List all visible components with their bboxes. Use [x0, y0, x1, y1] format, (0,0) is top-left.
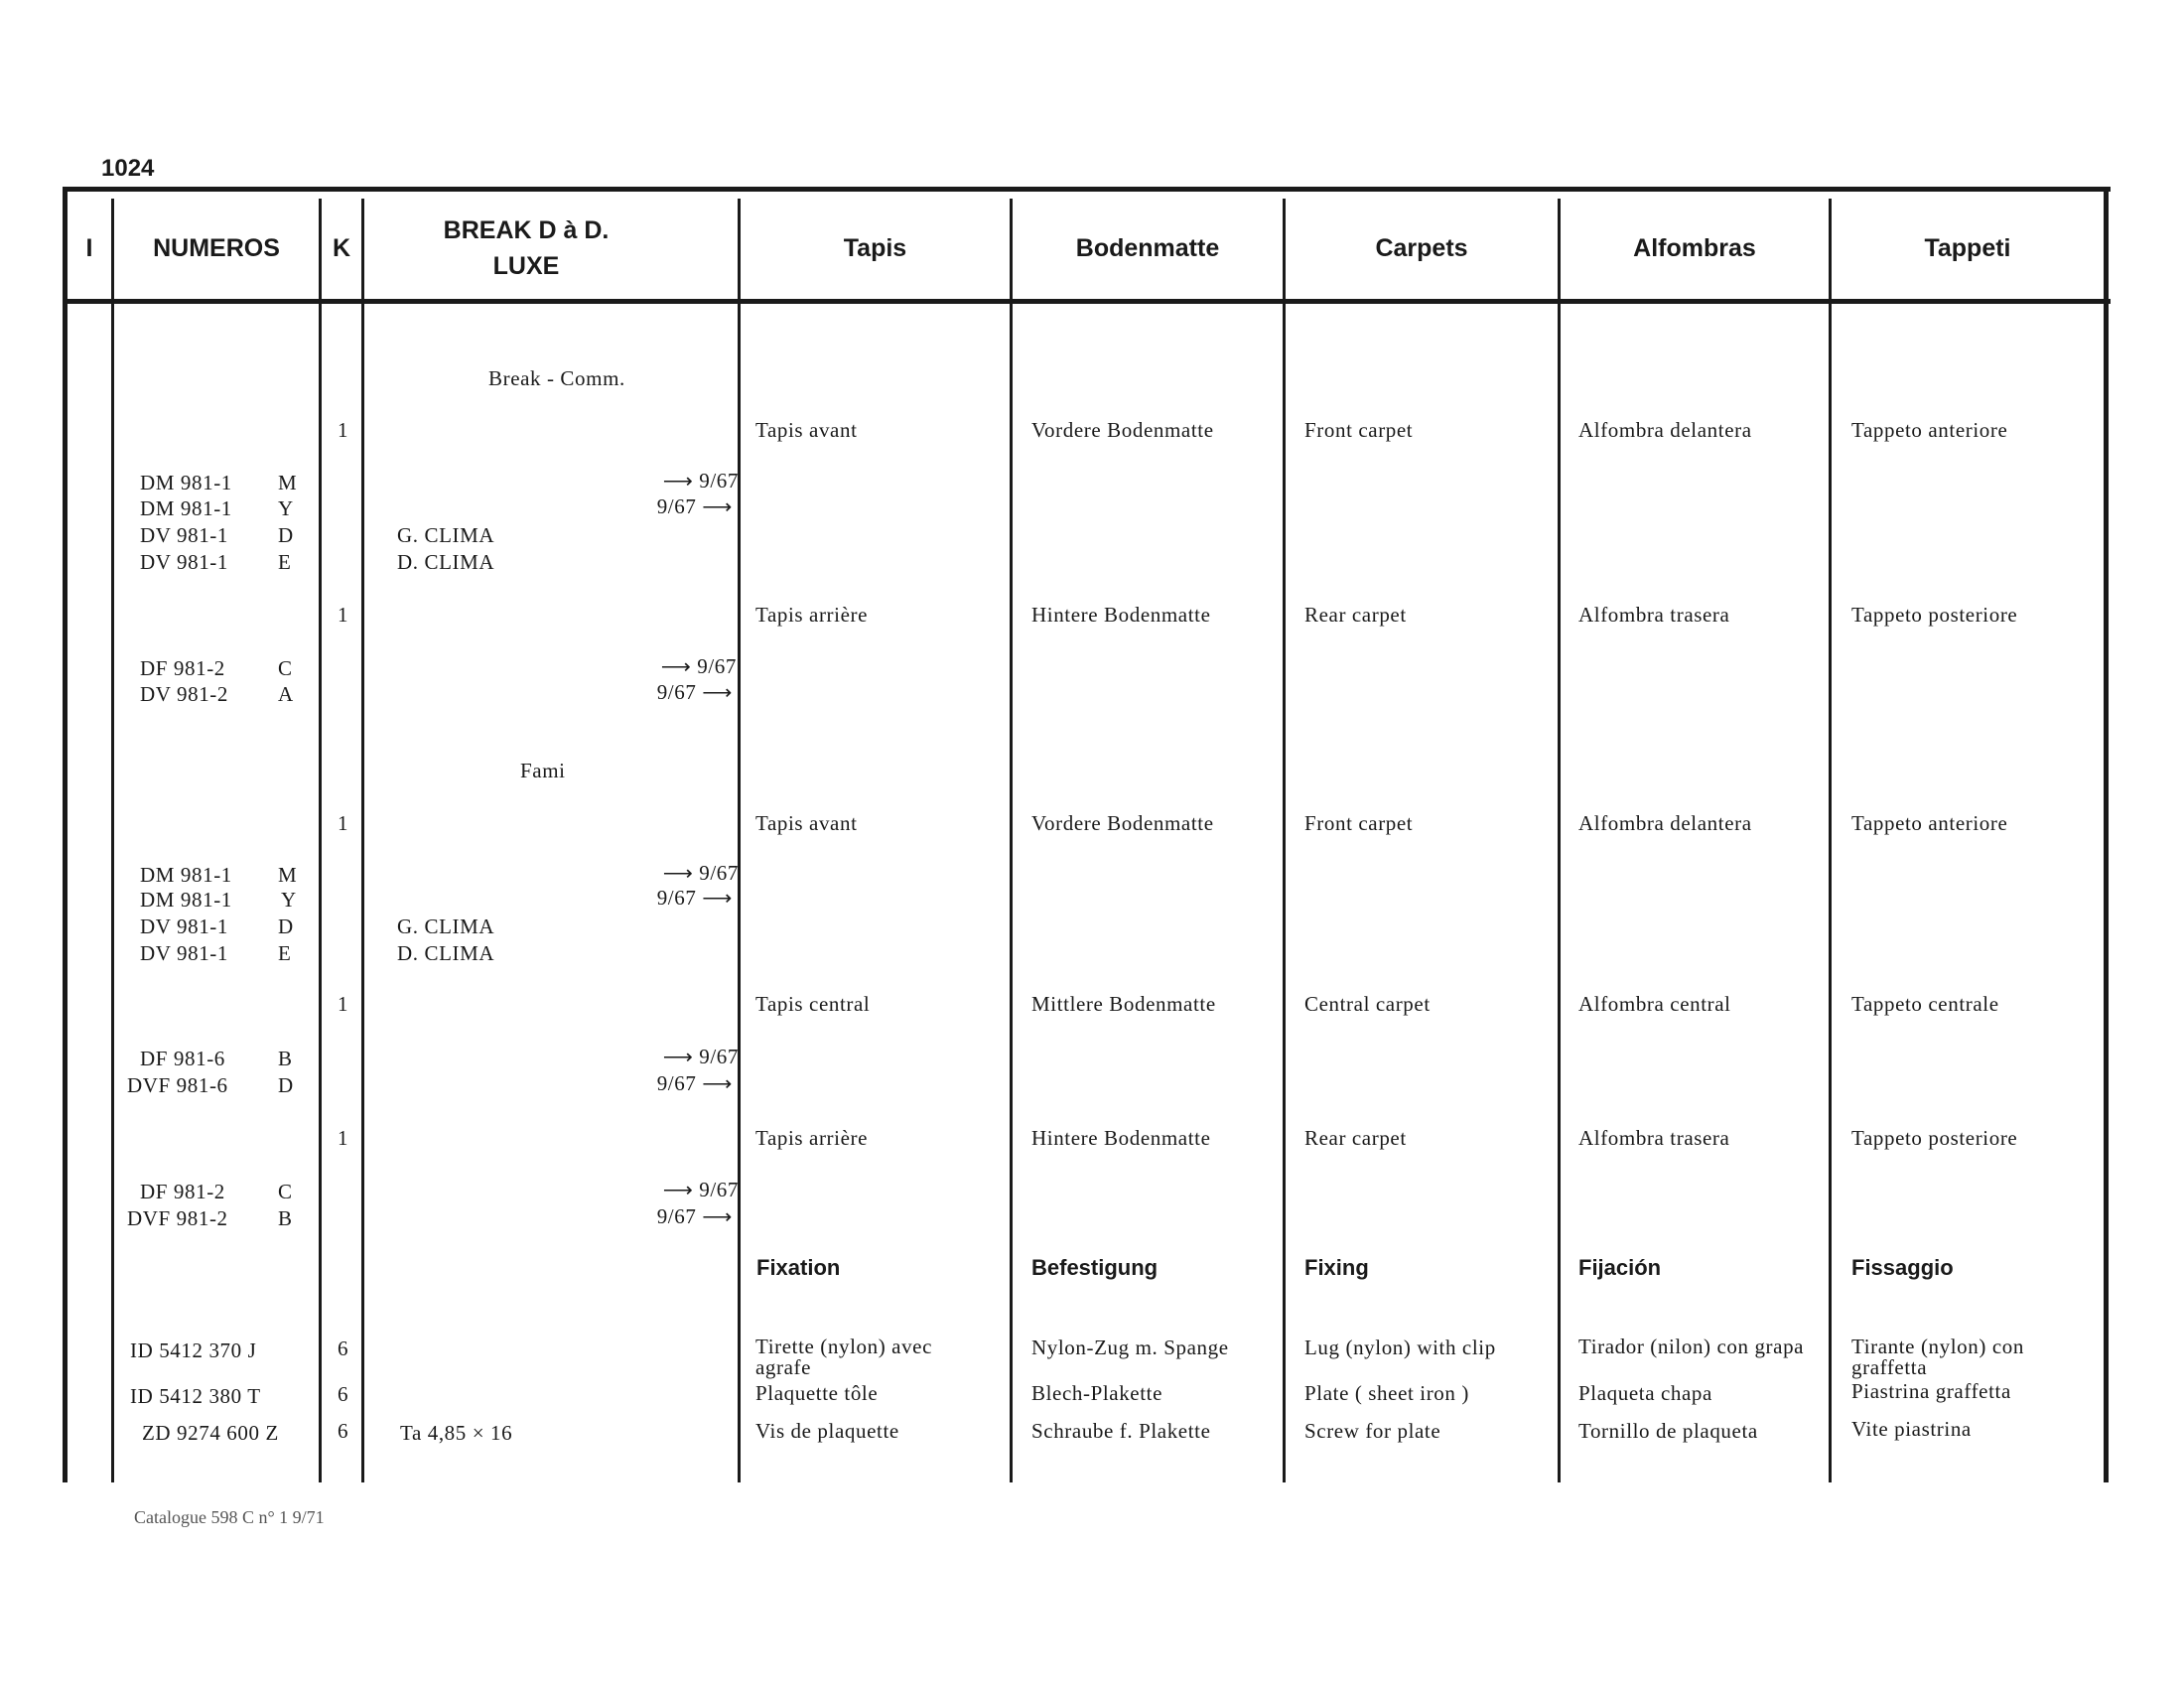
date-range: 9/67 ⟶: [656, 494, 733, 518]
row-desc-en: Front carpet: [1304, 811, 1414, 835]
row-desc-en: Lug (nylon) with clip: [1304, 1336, 1496, 1359]
row-desc-es: Alfombra delantera: [1578, 418, 1752, 442]
row-desc-it: Tappeto posteriore: [1851, 603, 2018, 627]
row-desc-en: Plate ( sheet iron ): [1304, 1381, 1469, 1405]
row-desc-fr: Tapis central: [755, 992, 871, 1016]
section-title-break-comm: Break - Comm.: [488, 366, 625, 390]
part-number: DVF 981-6: [127, 1073, 228, 1097]
row-desc-es: Tornillo de plaqueta: [1578, 1419, 1758, 1443]
header-bodenmatte: Bodenmatte: [1075, 234, 1220, 262]
row-desc-es: Plaqueta chapa: [1578, 1381, 1712, 1405]
row-k: 1: [338, 418, 349, 442]
part-suffix: E: [278, 550, 292, 574]
col-divider-2: [319, 199, 322, 1482]
part-number: DM 981-1: [140, 888, 232, 912]
part-suffix: D: [278, 523, 294, 547]
date-range: 9/67 ⟶: [656, 680, 733, 704]
header-bottom-rule: [66, 299, 2111, 304]
header-model: [364, 199, 688, 298]
part-number: DV 981-1: [140, 941, 228, 965]
model-variant: G. CLIMA: [397, 523, 495, 547]
row-k: 6: [338, 1382, 349, 1406]
header-tapis: Tapis: [843, 234, 907, 262]
col-divider-3: [361, 199, 364, 1482]
part-suffix: C: [278, 1180, 293, 1203]
part-suffix: A: [278, 682, 294, 706]
part-number: ZD 9274 600 Z: [142, 1421, 279, 1445]
date-range: ⟶ 9/67: [660, 654, 737, 678]
row-desc-it: Tappeto centrale: [1851, 992, 1999, 1016]
row-desc-de: Vordere Bodenmatte: [1031, 418, 1214, 442]
row-k: 1: [338, 603, 349, 627]
part-number: DF 981-2: [140, 656, 225, 680]
part-suffix: D: [278, 1073, 294, 1097]
part-number: DV 981-1: [140, 550, 228, 574]
part-suffix: M: [278, 863, 298, 887]
col-divider-1: [111, 199, 114, 1482]
date-range: ⟶ 9/67: [662, 861, 739, 885]
part-suffix: E: [278, 941, 292, 965]
part-number: DM 981-1: [140, 471, 232, 494]
part-number: DV 981-1: [140, 914, 228, 938]
part-suffix: B: [278, 1047, 293, 1070]
part-number: DV 981-1: [140, 523, 228, 547]
row-k: 1: [338, 992, 349, 1016]
row-desc-fr: Tapis arrière: [755, 603, 869, 627]
row-desc-es: Tirador (nilon) con grapa: [1578, 1335, 1805, 1358]
row-desc-de: Vordere Bodenmatte: [1031, 811, 1214, 835]
row-desc-fr: Plaquette tôle: [755, 1381, 879, 1405]
row-desc-fr: Vis de plaquette: [755, 1419, 899, 1443]
table-top-border: [66, 187, 2111, 192]
part-number: DM 981-1: [140, 496, 232, 520]
date-range: 9/67 ⟶: [656, 886, 733, 910]
fixation-heading-it: Fissaggio: [1851, 1255, 1954, 1280]
header-numeros: NUMEROS: [153, 234, 280, 262]
fixation-heading-es: Fijación: [1578, 1255, 1662, 1280]
section-title-fami: Fami: [520, 759, 566, 782]
header-alfombras: Alfombras: [1633, 234, 1756, 262]
catalogue-footer: Catalogue 598 C n° 1 9/71: [134, 1507, 325, 1527]
header-carpets: Carpets: [1375, 234, 1468, 262]
row-desc-it: Tappeto anteriore: [1851, 811, 2008, 835]
row-desc-en: Rear carpet: [1304, 603, 1407, 627]
table-right-border: [2104, 187, 2109, 1482]
fixation-heading-fr: Fixation: [756, 1255, 841, 1280]
part-suffix: C: [278, 656, 293, 680]
model-variant: D. CLIMA: [397, 941, 495, 965]
part-number: DF 981-2: [140, 1180, 225, 1203]
row-k: 1: [338, 811, 349, 835]
part-suffix: D: [278, 914, 294, 938]
row-desc-de: Nylon-Zug m. Spange: [1031, 1336, 1229, 1359]
part-number: DF 981-6: [140, 1047, 225, 1070]
header-k: K: [332, 234, 351, 262]
row-k: 1: [338, 1126, 349, 1150]
table-left-border: [63, 187, 68, 1482]
row-desc-fr: Tirette (nylon) avec agrafe: [755, 1335, 933, 1379]
row-desc-es: Alfombra delantera: [1578, 811, 1752, 835]
part-suffix: B: [278, 1206, 293, 1230]
row-desc-de: Blech-Plakette: [1031, 1381, 1163, 1405]
model-variant: G. CLIMA: [397, 914, 495, 938]
row-desc-en: Front carpet: [1304, 418, 1414, 442]
row-desc-de: Hintere Bodenmatte: [1031, 603, 1211, 627]
part-suffix: Y: [278, 496, 294, 520]
row-desc-fr: Tapis arrière: [755, 1126, 869, 1150]
part-suffix: M: [278, 471, 298, 494]
col-divider-6: [1283, 199, 1286, 1482]
model-variant: D. CLIMA: [397, 550, 495, 574]
row-desc-de: Schraube f. Plakette: [1031, 1419, 1211, 1443]
row-desc-de: Hintere Bodenmatte: [1031, 1126, 1211, 1150]
model-variant: Ta 4,85 × 16: [400, 1421, 513, 1445]
row-desc-fr: Tapis avant: [755, 811, 858, 835]
fixation-heading-en: Fixing: [1304, 1255, 1369, 1280]
part-suffix: Y: [281, 888, 297, 912]
row-k: 6: [338, 1419, 349, 1443]
part-number: DM 981-1: [140, 863, 232, 887]
part-number: DV 981-2: [140, 682, 228, 706]
row-desc-de: Mittlere Bodenmatte: [1031, 992, 1216, 1016]
row-desc-it: Tappeto anteriore: [1851, 418, 2008, 442]
row-desc-es: Alfombra trasera: [1578, 1126, 1730, 1150]
header-i: I: [85, 234, 93, 262]
part-number: DVF 981-2: [127, 1206, 228, 1230]
row-desc-es: Alfombra central: [1578, 992, 1731, 1016]
col-divider-8: [1829, 199, 1832, 1482]
part-number: ID 5412 370 J: [130, 1338, 257, 1362]
col-divider-5: [1010, 199, 1013, 1482]
header-tappeti: Tappeti: [1924, 234, 2011, 262]
row-desc-it: Tirante (nylon) con graffetta: [1851, 1335, 2024, 1379]
row-desc-en: Rear carpet: [1304, 1126, 1407, 1150]
row-desc-en: Screw for plate: [1304, 1419, 1441, 1443]
row-desc-it: Vite piastrina: [1851, 1417, 1972, 1441]
col-divider-7: [1558, 199, 1561, 1482]
fixation-heading-de: Befestigung: [1031, 1255, 1159, 1280]
col-divider-4: [738, 199, 741, 1482]
date-range: ⟶ 9/67: [662, 1178, 739, 1201]
row-desc-en: Central carpet: [1304, 992, 1431, 1016]
row-desc-es: Alfombra trasera: [1578, 603, 1730, 627]
row-desc-it: Tappeto posteriore: [1851, 1126, 2018, 1150]
date-range: 9/67 ⟶: [656, 1204, 733, 1228]
date-range: ⟶ 9/67: [662, 469, 739, 492]
part-number: ID 5412 380 T: [130, 1384, 261, 1408]
header-model-line2: LUXE: [492, 252, 560, 280]
row-desc-fr: Tapis avant: [755, 418, 858, 442]
date-range: 9/67 ⟶: [656, 1071, 733, 1095]
date-range: ⟶ 9/67: [662, 1045, 739, 1068]
row-k: 6: [338, 1336, 349, 1360]
page-number: 1024: [101, 155, 155, 182]
row-desc-it: Piastrina graffetta: [1851, 1379, 2011, 1403]
header-model-line1: BREAK D à D.: [443, 216, 610, 244]
